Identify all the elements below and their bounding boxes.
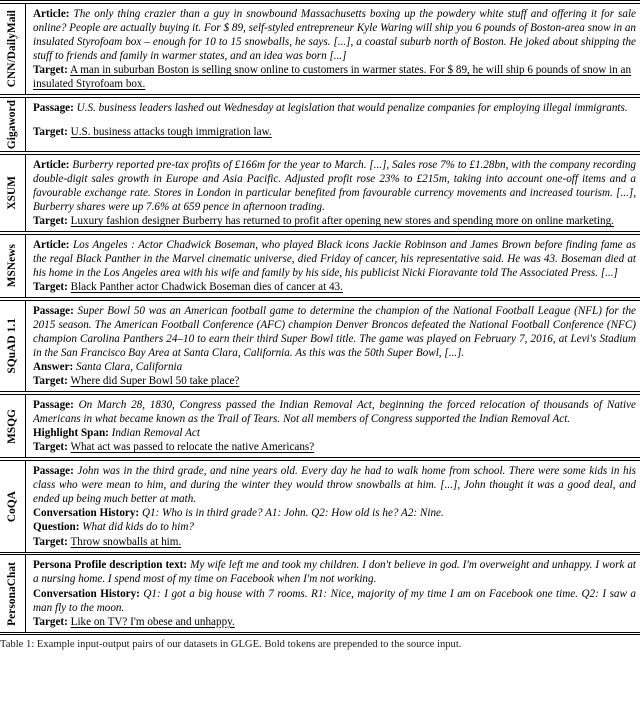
example-field <box>33 125 636 139</box>
field-label: Highlight Span: <box>33 427 109 440</box>
example-content-cell <box>26 555 640 632</box>
field-label: Conversation History: <box>33 507 140 520</box>
dataset-name-label: CoQA <box>5 490 18 522</box>
table-row <box>0 4 640 95</box>
table-row <box>0 301 640 392</box>
field-value: Burberry reported pre-tax profits of £166m for the year to March. [...], Sales rose 7% to £1.28bn, with the company recording double-digit sales growth in Europe and Asia Pacific. Adjusted profit rose 23% to £215m, taking into account one-off items and a favourable exchange rate. Stores in London in particular benefited from favourable currency movements and increased tourism. [...], Burberry shares were up 7.6% at 659 pence in afternoon trading. <box>33 158 637 213</box>
example-field <box>33 7 636 63</box>
field-label: Target: <box>33 441 68 454</box>
table-body <box>0 4 640 632</box>
field-value-target: A man in suburban Boston is selling snow online to customers in warmer states. For $ 89, he will ship 6 pounds of snow in an insulated Styrofoam box. <box>33 64 632 91</box>
example-field <box>33 506 636 520</box>
dataset-name-label: MSNews <box>5 244 18 288</box>
field-label: Target: <box>33 615 68 628</box>
example-field <box>33 280 636 294</box>
field-label: Target: <box>33 375 68 388</box>
field-value: Los Angeles : Actor Chadwick Boseman, who played Black icons Jackie Robinson and James Brown before finding fame as the regal Black Panther in the Marvel cinematic universe, died Friday of cancer, his representative said. He was 43. Boseman died at his home in the Los Angeles area with his wife and family by his side, his publicist Nicki Fioravante told The Associated Press. [...] <box>33 238 636 279</box>
field-label: Passage: <box>33 101 74 114</box>
field-label: Article: <box>33 7 70 20</box>
field-value-target: Luxury fashion designer Burberry has returned to profit after opening new stores and spending more on online marketing. <box>70 215 614 228</box>
example-field <box>33 63 636 91</box>
example-content-cell <box>26 98 640 151</box>
example-field <box>33 440 636 454</box>
field-value: Q1: I got a big house with 7 rooms. R1: Nice, majority of my time I am on Facebook one time. Q2: I saw a man fly to the moon. <box>33 587 636 614</box>
example-content-cell <box>26 235 640 297</box>
field-value: Q1: Who is in third grade? A1: John. Q2: How old is he? A2: Nine. <box>141 507 444 520</box>
field-value: My wife left me and took my children. I don't believe in god. I'm overweight and unhappy. I work at a nursing home. I spend most of my time on Facebook when I'm not working. <box>33 559 636 586</box>
example-field <box>33 615 636 629</box>
example-field <box>33 398 636 426</box>
dataset-name-label: Gigaword <box>5 99 18 149</box>
caption-text: Table 1: Example input-output pairs of our datasets in GLGE. Bold tokens are prepended to the source input. <box>0 639 462 651</box>
example-content-cell <box>26 301 640 392</box>
table-row <box>0 555 640 632</box>
field-label: Target: <box>33 215 68 228</box>
dataset-name-label: CNN/DailyMail <box>5 10 18 88</box>
field-value-target: Black Panther actor Chadwick Boseman dies of cancer at 43. <box>70 281 343 294</box>
field-value: What did kids do to him? <box>82 521 194 534</box>
example-field <box>33 558 636 586</box>
field-label: Conversation History: <box>33 587 140 600</box>
example-field <box>33 238 636 280</box>
field-value: John was in the third grade, and nine years old. Every day he had to walk home from school. There were some kids in his class who were mean to him, and during the winter they would throw snowballs at him. [...], John thought it was a good deal, and ended up being much better at math. <box>33 465 636 506</box>
table-caption <box>0 635 640 653</box>
dataset-name-label: MSQG <box>5 408 18 444</box>
example-field <box>33 587 636 615</box>
field-value-target: Throw snowballs at him. <box>70 535 182 548</box>
field-value: On March 28, 1830, Congress passed the Indian Removal Act, beginning the forced relocation of thousands of Native Americans in what became known as the Trail of Tears. Not all members of Congress supported the Indian Removal Act. <box>33 399 636 426</box>
field-label: Answer: <box>33 361 74 374</box>
dataset-name-cell <box>0 4 26 95</box>
dataset-name-cell <box>0 301 26 392</box>
field-label: Target: <box>33 281 68 294</box>
field-value: Santa Clara, California <box>76 361 183 374</box>
dataset-name-cell <box>0 98 26 151</box>
table-row <box>0 98 640 151</box>
example-content-cell <box>26 461 640 552</box>
example-field <box>33 158 636 214</box>
field-label: Question: <box>33 521 80 534</box>
table-row <box>0 235 640 297</box>
field-value-target: What act was passed to relocate the native Americans? <box>70 441 315 454</box>
table-row <box>0 461 640 552</box>
example-field <box>33 304 636 360</box>
example-field <box>33 520 636 534</box>
example-field <box>33 426 636 440</box>
dataset-name-cell <box>0 461 26 552</box>
example-field <box>33 360 636 374</box>
field-label: Passage: <box>33 304 74 317</box>
example-field <box>33 101 636 115</box>
field-value-target: Where did Super Bowl 50 take place? <box>70 375 240 388</box>
field-label: Article: <box>33 238 70 251</box>
field-value-target: U.S. business attacks tough immigration law. <box>70 125 272 138</box>
field-label: Passage: <box>33 465 74 478</box>
field-label: Passage: <box>33 399 74 411</box>
dataset-name-cell <box>0 235 26 297</box>
dataset-name-cell <box>0 155 26 232</box>
field-value: U.S. business leaders lashed out Wednesday at legislation that would penalize companies for employing illegal immigrants. <box>76 101 628 114</box>
example-field <box>33 214 636 228</box>
table-row <box>0 395 640 457</box>
field-label: Target: <box>33 535 68 548</box>
example-field <box>33 535 636 549</box>
example-field <box>33 374 636 388</box>
field-value: Indian Removal Act <box>111 427 200 440</box>
dataset-name-label: SQuAD 1.1 <box>5 318 18 374</box>
field-value: Super Bowl 50 was an American football game to determine the champion of the National Football League (NFL) for the 2015 season. The American Football Conference (AFC) champion Denver Broncos defeated the National Football Conference (NFC) champion Carolina Panthers 24–10 to earn their third Super Bowl title. The game was played on February 7, 2016, at Levi's Stadium in the San Francisco Bay Area at Santa Clara, California. As this was the 50th Super Bowl, [...]. <box>33 304 636 360</box>
dataset-name-label: XSUM <box>5 176 18 210</box>
field-spacer <box>33 115 636 125</box>
dataset-name-label: PersonaChat <box>5 561 18 626</box>
example-content-cell <box>26 395 640 457</box>
field-label: Target: <box>33 64 68 77</box>
field-label: Persona Profile description text: <box>33 559 188 572</box>
example-content-cell <box>26 155 640 232</box>
example-content-cell <box>26 4 640 95</box>
field-value-target: Like on TV? I'm obese and unhappy. <box>70 615 235 628</box>
field-value: The only thing crazier than a guy in snowbound Massachusetts boxing up the powdery white stuff and offering it for sale online? People are actually buying it. For $ 89, self-styled entrepreneur Kyle Waring will ship you 6 pounds of Boston-area snow in an insulated Styrofoam box – enough for 10 to 15 snowballs, he says. [...], a coastal suburb north of Boston. He joked about shipping the stuff to friends and family in warmer states, and an idea was born [...] <box>33 7 636 62</box>
dataset-name-cell <box>0 555 26 632</box>
table-row <box>0 155 640 232</box>
example-field <box>33 464 636 506</box>
field-label: Article: <box>33 158 70 171</box>
field-label: Target: <box>33 125 68 138</box>
dataset-name-cell <box>0 395 26 457</box>
